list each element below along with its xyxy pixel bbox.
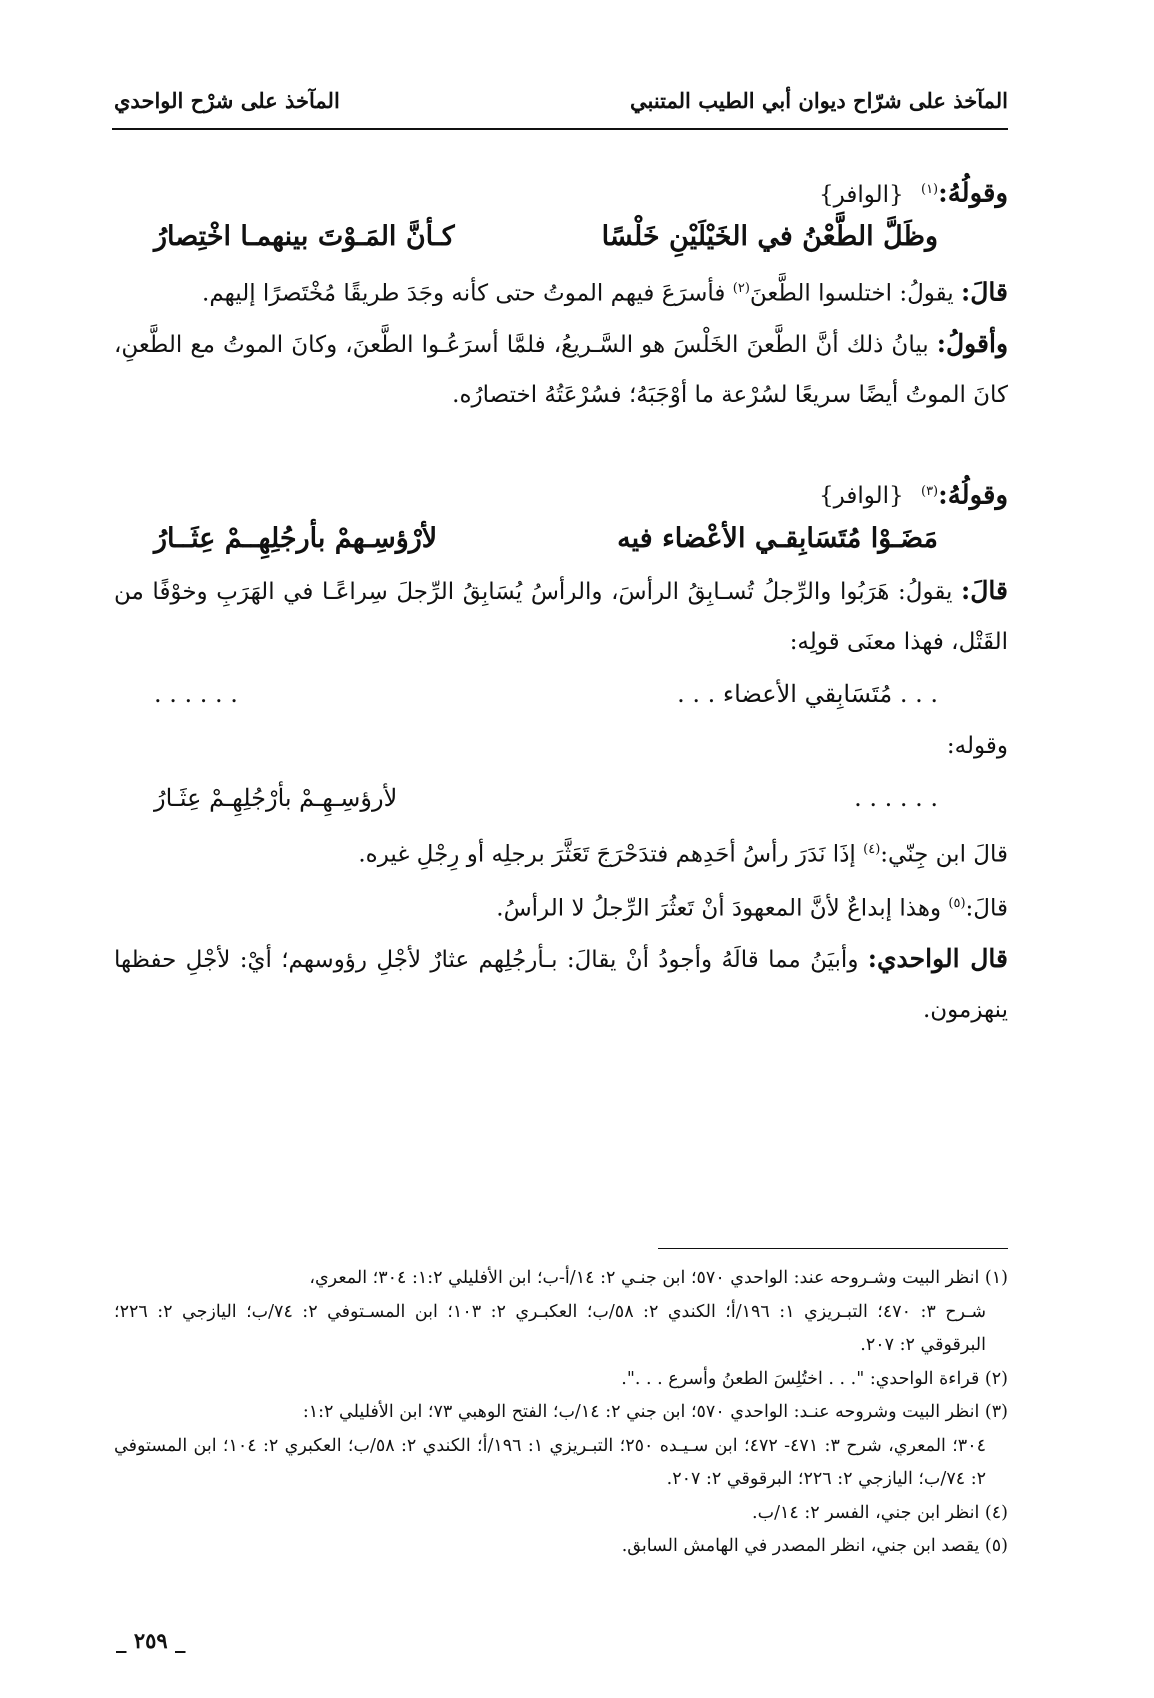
- footnote-2-first: (٢) قراءة الواحدي: ". . . اختُلِسَ الطعنُ وأسرع . . .".: [621, 1368, 1008, 1389]
- entry1-aqul-lead: وأقولُ:: [936, 328, 1009, 358]
- entry2-verse-second-hemistich: لأرْؤسِـهمْ بأرجُلِهِــمْ عِثَــارُ: [154, 522, 438, 554]
- footnote-rule: [658, 1248, 1008, 1249]
- entry2-ref: (٣): [920, 483, 939, 499]
- header-rule: [112, 128, 1008, 130]
- entry2-qal2-paragraph: [114, 879, 1008, 934]
- header-right-title: المآخذ على شرّاح ديوان أبي الطيب المتنبي: [630, 88, 1008, 113]
- entry2-ibn-jinni-paragraph: [114, 825, 1008, 880]
- entry2-quote1: [114, 667, 1008, 721]
- footnote-1: [114, 1262, 1008, 1363]
- entry1-qal-paragraph: [114, 264, 1008, 319]
- footnote-4-first: (٤) انظر ابن جني، الفسر ٢: ١٤/ب.: [752, 1502, 1008, 1523]
- entry1-heading: [114, 170, 1008, 210]
- footnote-3-rest: ٣٠٤؛ المعري، شرح ٣: ٤٧١- ٤٧٢؛ ابن سـيـده ٢٥٠؛ التبـريزي ١: ١٩٦/أ؛ الكندي ٢: ٥٨/ب؛ العكبري ٢: ١٠٤؛ ابن المستوفي ٢: ٧٤/ب؛ اليازجي ٢: ٢٢٦؛ البرقوقي ٢: ٢٠٧.: [114, 1435, 986, 1489]
- entry1-qal-rest: فأسرَعَ فيهم الموتُ حتى كأنه وجَدَ طريقًا مُخْتَصرًا إليهم.: [202, 280, 726, 307]
- entry2-verse: [114, 512, 1008, 566]
- entry2-ibn-jinni-lead: قالَ ابن جِنّي:: [880, 841, 1008, 868]
- footnote-4: [114, 1497, 1008, 1531]
- entry2-ibn-jinni-ref: (٤): [863, 841, 881, 857]
- entry2-qal2-ref: (٥): [948, 896, 966, 912]
- footnote-1-first: (١) انظر البيت وشـروحه عند: الواحدي ٥٧٠؛ ابن جنـي ٢: ١٤/أ-ب؛ ابن الأفليلي ١:٢: ٣٠٤؛ المعري،: [309, 1268, 1008, 1288]
- header-left-title: المآخذ على شرْح الواحدي: [114, 88, 340, 113]
- footnote-5: [114, 1530, 1008, 1564]
- entry2-wahidi-paragraph: [114, 934, 1008, 1035]
- running-header: [114, 88, 1008, 113]
- entry2-meter: {الوافر}: [819, 483, 904, 510]
- entry1-aqul-text: بيانُ ذلك أنَّ الطَّعنَ الخَلْسَ هو السَّـريعُ، فلمَّا أسرَعُـوا الطَّعنَ، وكانَ الموتُ مع الطَّعنِ، كانَ الموتُ أيضًا سريعًا لسُرْعة ما أوْجَبَهُ؛ فسُرْعَتُهُ اختصارُه.: [114, 331, 1008, 408]
- main-text: [114, 170, 1008, 1035]
- entry2-verse-first-hemistich: مَضَـوْا مُتَسَابِقـي الأعْضاء فيه: [617, 522, 938, 554]
- entry2-heading: [114, 472, 1008, 512]
- entry2-quote2-first: . . . . . .: [854, 783, 938, 812]
- entry2-qal2-text: وهذا إبداعٌ لأنَّ المعهودَ أنْ تَعثُرَ الرِّجلُ لا الرأسُ.: [496, 895, 942, 922]
- entry2-qal-lead: قالَ:: [961, 575, 1008, 605]
- footnote-1-rest: شـرح ٣: ٤٧٠؛ التبـريزي ١: ١٩٦/أ؛ الكندي ٢: ٥٨/ب؛ العكبـري ٢: ١٠٣؛ ابن المسـتوفي ٢: ٧٤/ب؛ اليازجي ٢: ٢٢٦؛ البرقوقي ٢: ٢٠٧.: [114, 1301, 986, 1355]
- footnote-3-first: (٣) انظر البيت وشروحه عنـد: الواحدي ٥٧٠؛ ابن جني ٢: ١٤/ب؛ الفتح الوهبي ٧٣؛ ابن الأفليلي ١:٢:: [302, 1402, 1008, 1422]
- entry1-qal-text: يقولُ: اختلسوا الطَّعنَ: [749, 280, 954, 307]
- entry2-wa-qawluh: وقوله:: [946, 732, 1008, 759]
- entry2-quote1-first: . . . مُتَسَابِقي الأعضاء . . .: [677, 679, 938, 708]
- entry1-verse: [114, 210, 1008, 264]
- entry2-qal2-lead: قالَ:: [965, 895, 1008, 922]
- entry1-meter: {الوافر}: [819, 181, 904, 208]
- entry1-qal-lead: قالَ:: [961, 277, 1008, 307]
- footnote-2: [114, 1363, 1008, 1397]
- entry2-qal-text: يقولُ: هَرَبُوا والرِّجلُ تُسـابِقُ الرأسَ، والرأسُ يُسَابِقُ الرِّجلَ سِراعًـا في الهَرَبِ وخوْفًا من القَتْل، فهذا معنَى قولِه:: [114, 578, 1008, 655]
- page-number: _ ٢٥٩ _: [116, 1628, 186, 1653]
- entry1-aqul-paragraph: [114, 319, 1008, 420]
- entry2-qal-paragraph: [114, 566, 1008, 667]
- entry2-quote1-second: . . . . . .: [154, 679, 238, 708]
- footnote-3: [114, 1396, 1008, 1497]
- entry2-quote2: [114, 771, 1008, 825]
- entry2-quote2-second: لأرؤسِـهِـمْ بأرْجُلِهِـمْ عِثَـارُ: [154, 783, 398, 812]
- entry2-wahidi-lead: قال الواحدي:: [867, 943, 1008, 973]
- entry1-keyword: وقولُهُ:: [938, 178, 1008, 209]
- entry1-ref: (١): [920, 182, 939, 197]
- entry1-verse-first-hemistich: وظَلَّ الطَّعْنُ في الخَيْلَيْنِ خَلْسًا: [601, 221, 938, 252]
- entry2-wahidi-text: وأبيَنُ مما قالَهُ وأجودُ أنْ يقالَ: بـأرجُلِهم عثارٌ لأجْلِ رؤوسهم؛ أيْ: لأجْلِ حفظها ينهزمون.: [114, 946, 1008, 1023]
- entry2-keyword: وقولُهُ:: [938, 480, 1008, 511]
- entry2-ibn-jinni-text: إذَا نَدَرَ رأسُ أحَدِهم فتدَحْرَجَ تَعَثَّرَ برجلِه أو رِجْلِ غيره.: [358, 841, 856, 868]
- footnotes: [114, 1262, 1008, 1564]
- entry1-verse-second-hemistich: كـأنَّ المَـوْتَ بينهمـا اخْتِصارُ: [154, 221, 455, 252]
- footnote-5-first: (٥) يقصد ابن جني، انظر المصدر في الهامش السابق.: [621, 1536, 1008, 1556]
- entry1-qal-ref: (٢): [732, 281, 750, 296]
